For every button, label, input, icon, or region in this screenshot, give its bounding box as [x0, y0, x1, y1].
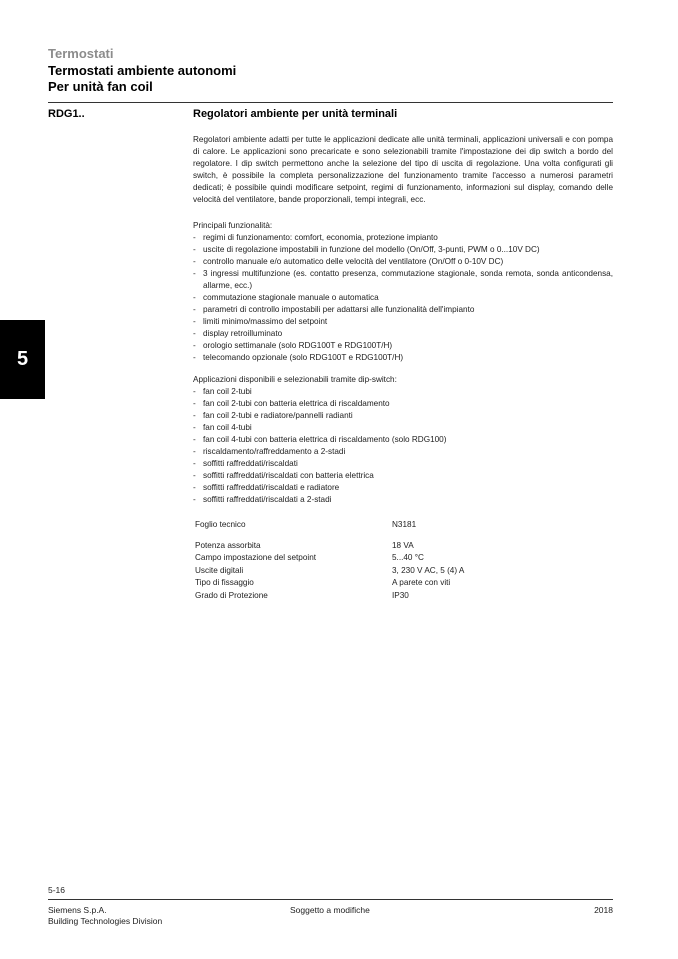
- spec-label: Campo impostazione del setpoint: [195, 553, 317, 562]
- header-divider: [48, 102, 613, 103]
- list-item: - soffitti raffreddati/riscaldati: [193, 458, 613, 470]
- list-item: - commutazione stagionale manuale o automatica: [193, 292, 613, 304]
- spec-label: Uscite digitali: [195, 565, 244, 575]
- spec-value: IP30: [392, 590, 409, 600]
- header-category: Termostati: [48, 46, 114, 61]
- list-item: - fan coil 4-tubi: [193, 422, 613, 434]
- list-item: - fan coil 2-tubi con batteria elettrica di riscaldamento: [193, 398, 613, 410]
- applications-list: [193, 386, 613, 506]
- spec-row: [195, 590, 575, 603]
- list-item: - soffitti raffreddati/riscaldati e radiatore: [193, 482, 613, 494]
- footer-company: [48, 905, 162, 927]
- list-item: - limiti minimo/massimo del setpoint: [193, 316, 613, 328]
- spec-row: [195, 552, 575, 565]
- section-title: Regolatori ambiente per unità terminali: [193, 108, 398, 120]
- list-item: - soffitti raffreddati/riscaldati a 2-stadi: [193, 494, 613, 506]
- spec-row: [195, 565, 575, 578]
- page-number: 5-16: [48, 885, 66, 895]
- list-item: - regimi di funzionamento: comfort, economia, protezione impianto: [193, 232, 613, 244]
- list-item: - riscaldamento/raffreddamento a 2-stadi: [193, 446, 613, 458]
- chapter-tab: 5: [0, 320, 45, 399]
- spec-label: Tipo di fissaggio: [195, 578, 254, 587]
- spec-row-datasheet: [195, 519, 575, 532]
- list-item: - uscite di regolazione impostabili in funzione del modello (On/Off, 3-punti, PWM o 0...10V DC): [193, 244, 613, 256]
- features-heading: Principali funzionalità:: [193, 221, 273, 230]
- list-item: - parametri di controllo impostabili per adattarsi alle funzionalità dell'impianto: [193, 304, 613, 316]
- spec-label: Foglio tecnico: [195, 520, 246, 529]
- list-item: - fan coil 4-tubi con batteria elettrica di riscaldamento (solo RDG100): [193, 434, 613, 446]
- spec-row: [195, 540, 575, 553]
- spec-value: 3, 230 V AC, 5 (4) A: [392, 565, 465, 575]
- page-title: Termostati ambiente autonomi: [48, 63, 237, 78]
- list-item: - fan coil 2-tubi e radiatore/pannelli radianti: [193, 410, 613, 422]
- list-item: - controllo manuale e/o automatico delle velocità del ventilatore (On/Off o 0-10V DC): [193, 256, 613, 268]
- spec-value: 5...40 °C: [392, 553, 424, 562]
- list-item: - 3 ingressi multifunzione (es. contatto presenza, commutazione stagionale, sonda remota, sonda anticondensa, allarme, ecc.): [193, 268, 613, 292]
- spec-row: [195, 577, 575, 590]
- list-item: - fan coil 2-tubi: [193, 386, 613, 398]
- list-item: - display retroilluminato: [193, 328, 613, 340]
- company-division: Building Technologies Division: [48, 916, 163, 926]
- list-item: - orologio settimanale (solo RDG100T e RDG100T/H): [193, 340, 613, 352]
- list-item: - soffitti raffreddati/riscaldati con batteria elettrica: [193, 470, 613, 482]
- footer-divider: [48, 899, 613, 900]
- intro-paragraph: Regolatori ambiente adatti per tutte le applicazioni dedicate alle unità terminali, applicazioni universali e con pompa di calore. Le applicazioni sono precaricate e sono selezionabili tramite l'impostazione dei dip switch a bordo del regolatore. I dip switch permettono anche la selezione del tipo di uscita di regolazione. Una volta configurati gli switch, è possibile la completa personalizzazione del funzionamento tramite l'accesso a numerosi parametri dedicati; è possibile quindi modificare setpoint, regimi di funzionamento, informazioni sul display, comando delle velocità del ventilatore, bande proporzionali, tempi integrali, ecc.: [193, 135, 613, 204]
- spec-table: [195, 519, 575, 602]
- spec-label: Grado di Protezione: [195, 590, 268, 600]
- features-list: [193, 232, 613, 364]
- footer-year: 2018: [594, 905, 613, 915]
- spec-label: Potenza assorbita: [195, 540, 261, 550]
- product-code: RDG1..: [48, 108, 85, 120]
- spec-spacer: [195, 532, 575, 540]
- company-name: Siemens S.p.A.: [48, 905, 107, 915]
- page-subtitle: Per unità fan coil: [48, 79, 153, 94]
- spec-value: N3181: [392, 520, 417, 529]
- applications-heading: Applicazioni disponibili e selezionabili tramite dip-switch:: [193, 375, 397, 384]
- list-item: - telecomando opzionale (solo RDG100T e RDG100T/H): [193, 352, 613, 364]
- footer-note: Soggetto a modifiche: [290, 905, 370, 915]
- spec-value: 18 VA: [392, 540, 414, 550]
- spec-value: A parete con viti: [392, 578, 451, 587]
